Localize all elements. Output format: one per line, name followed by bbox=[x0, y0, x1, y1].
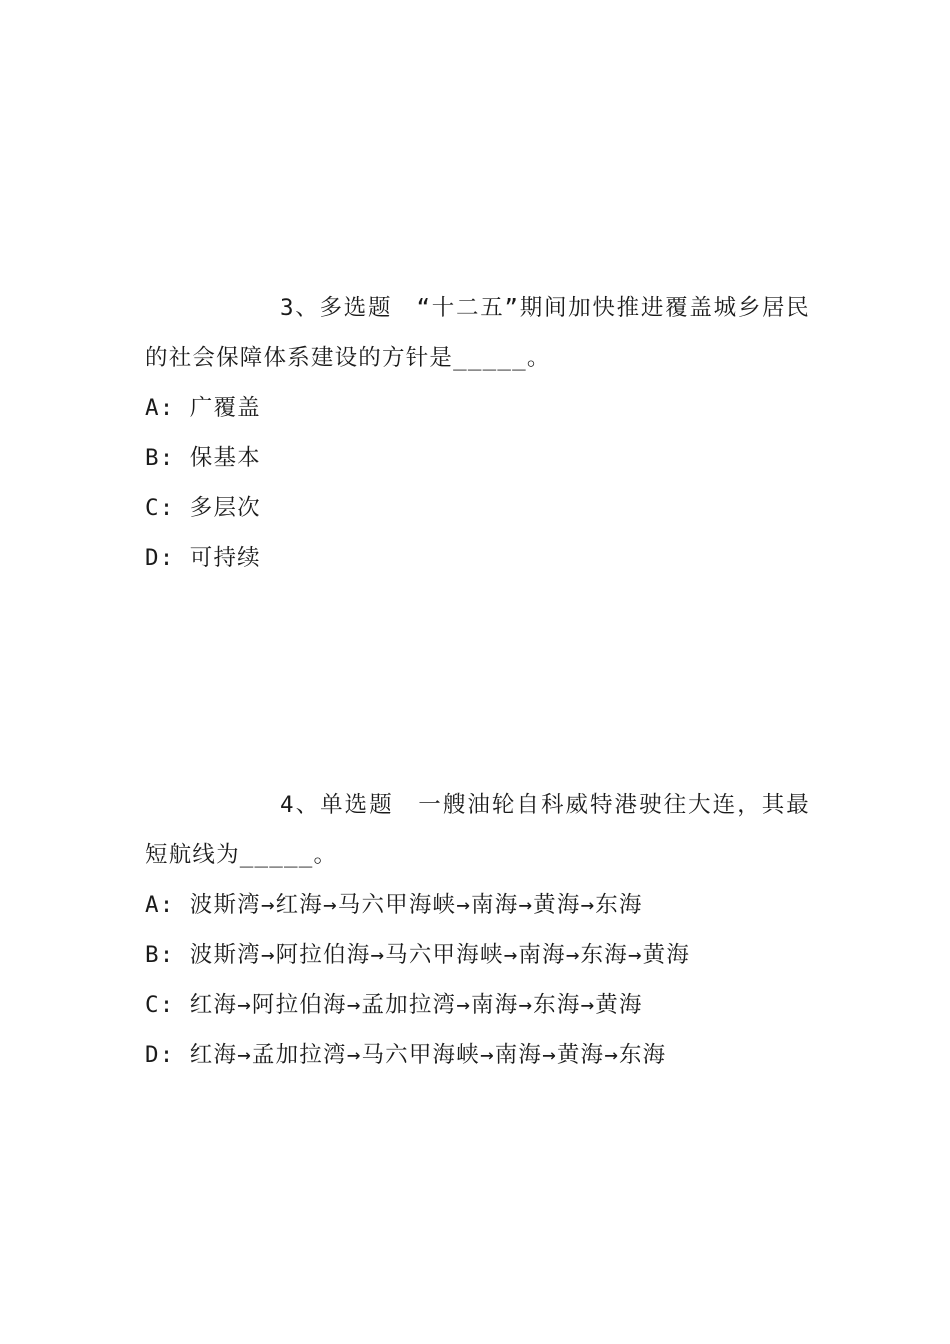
option-a bbox=[145, 383, 810, 433]
question-stem: 3、多选题 “十二五”期间加快推进覆盖城乡居民的社会保障体系建设的方针是_____。 bbox=[145, 295, 810, 371]
option-a bbox=[145, 880, 810, 930]
option-d bbox=[145, 1030, 810, 1080]
option-separator: : bbox=[159, 892, 175, 918]
option-text: 波斯湾→红海→马六甲海峡→南海→黄海→东海 bbox=[189, 892, 643, 918]
option-separator: : bbox=[159, 495, 175, 521]
option-d bbox=[145, 533, 810, 583]
option-key: C bbox=[145, 992, 160, 1018]
option-c bbox=[145, 980, 810, 1030]
option-separator: : bbox=[159, 445, 175, 471]
option-text: 红海→孟加拉湾→马六甲海峡→南海→黄海→东海 bbox=[189, 1042, 667, 1068]
option-key: D bbox=[145, 545, 160, 571]
option-key: A bbox=[145, 892, 160, 918]
option-text: 红海→阿拉伯海→孟加拉湾→南海→东海→黄海 bbox=[189, 992, 643, 1018]
option-b bbox=[145, 930, 810, 980]
option-b bbox=[145, 433, 810, 483]
question-4 bbox=[145, 780, 810, 1080]
option-separator: : bbox=[159, 545, 175, 571]
option-separator: : bbox=[159, 942, 175, 968]
option-text: 多层次 bbox=[189, 495, 261, 521]
question-3 bbox=[145, 283, 810, 583]
option-text: 可持续 bbox=[189, 545, 261, 571]
option-list bbox=[145, 880, 810, 1080]
option-key: B bbox=[145, 942, 160, 968]
option-key: B bbox=[145, 445, 160, 471]
option-separator: : bbox=[159, 395, 175, 421]
option-key: A bbox=[145, 395, 160, 421]
option-c bbox=[145, 483, 810, 533]
option-text: 广覆盖 bbox=[189, 395, 261, 421]
option-separator: : bbox=[159, 992, 175, 1018]
option-key: C bbox=[145, 495, 160, 521]
option-text: 波斯湾→阿拉伯海→马六甲海峡→南海→东海→黄海 bbox=[189, 942, 691, 968]
option-text: 保基本 bbox=[189, 445, 261, 471]
option-key: D bbox=[145, 1042, 160, 1068]
option-separator: : bbox=[159, 1042, 175, 1068]
option-list bbox=[145, 383, 810, 583]
question-stem: 4、单选题 一艘油轮自科威特港驶往大连，其最短航线为_____。 bbox=[145, 792, 810, 868]
